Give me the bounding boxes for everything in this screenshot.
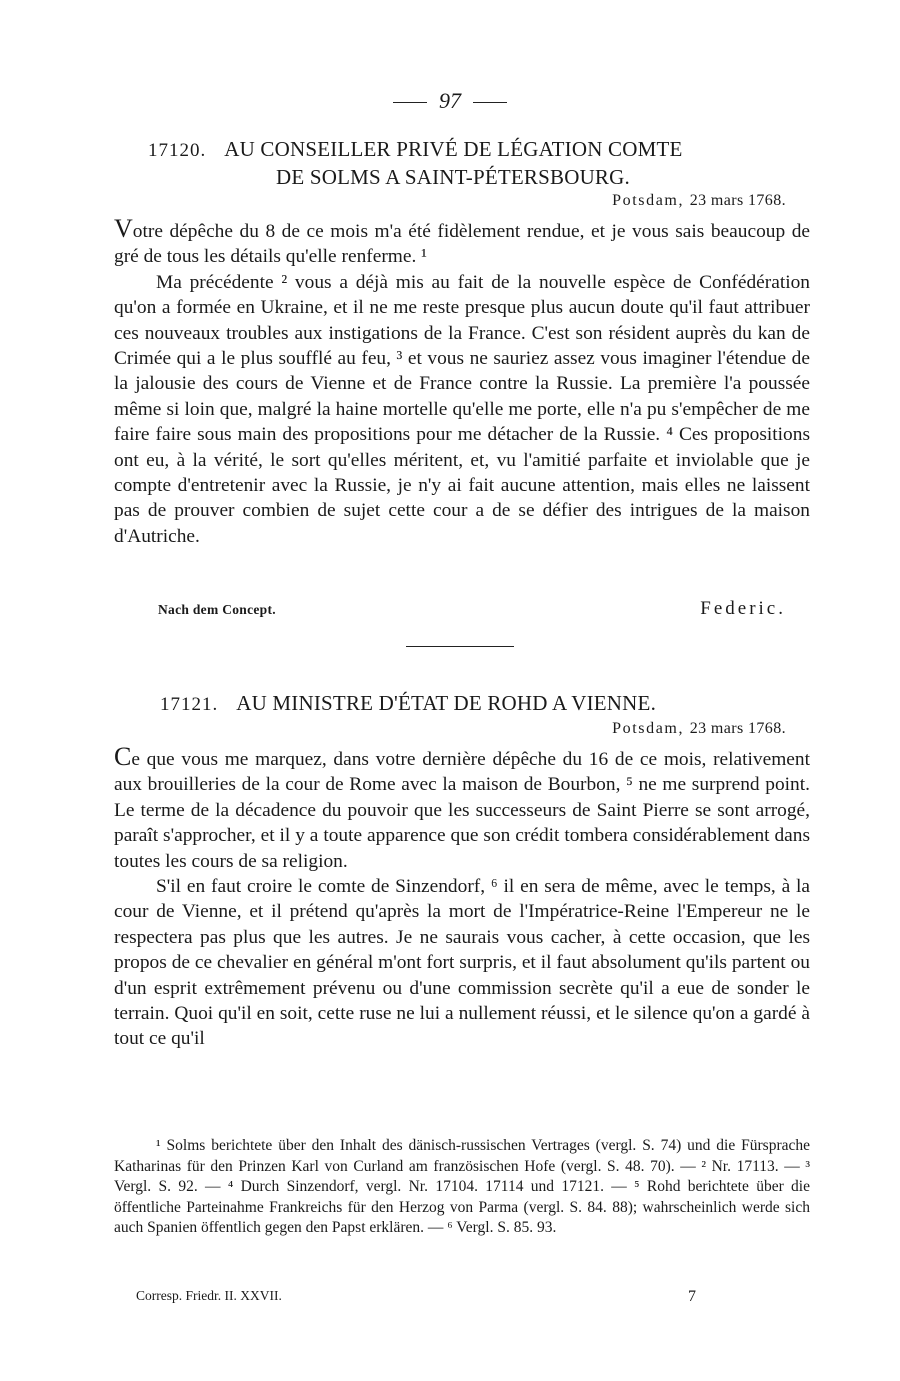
footnotes-text: ¹ Solms berichtete über den Inhalt des dänisch-russischen Vertrages (vergl. S. 74) und die Fürsprache Katharinas für den Prinzen Karl von Curland am französischen Hofe (vergl. S. 48. 70). — ² Nr. 17113. — ³ Vergl. S. 92. — ⁴ Durch Sinzendorf, vergl. Nr. 17104. 17114 und 17121. — ⁵ Rohd berichtete über die öffentliche Parteinahme Frankreichs für den Herzog von Parma (vergl. S. 84. 88); wahrscheinlich werde sich auch Spanien öffentlich gegen den Papst erklären. — ⁶ Vergl. S. 85. 93. bbox=[114, 1137, 810, 1237]
letter-2-title-text: AU MINISTRE D'ÉTAT DE ROHD A VIENNE. bbox=[236, 691, 657, 715]
letter-2-body bbox=[114, 744, 810, 1052]
letter-1-dateline bbox=[114, 192, 786, 210]
page-header bbox=[0, 88, 900, 114]
header-dash-left bbox=[393, 102, 427, 103]
letter-2-paragraph-2: S'il en faut croire le comte de Sinzendorf, ⁶ il en sera de même, avec le temps, à la cour de Vienne, et il prétend qu'après la mort de l'Impératrice-Reine l'Empereur ne le respectera pas plus que les autres. Je ne saurais vous cacher, à cette occasion, que les propos de ce chevalier en général m'ont fort surpris, et il faut absolument qu'ils partent ou d'un esprit extrêmement prévenu ou d'une commission secrète qu'il a eue de sonder le terrain. Quoi qu'il en soit, cette ruse ne lui a nullement réussi, et le silence qu'on a gardé à tout ce qu'il bbox=[114, 876, 810, 1050]
letter-1-number: 17120. bbox=[148, 140, 207, 161]
letter-2-date: 23 mars 1768. bbox=[689, 720, 786, 737]
letter-1-paragraph-2: Ma précédente ² vous a déjà mis au fait de la nouvelle espèce de Confédération qu'on a formée en Ukraine, et il ne me reste presque plus aucun doute qu'il faut attribuer ces nouveaux troubles aux instigations de la France. C'est son résident auprès du kan de Crimée qui a le plus soufflé au feu, ³ et vous ne sauriez assez vous imaginer l'étendue de la jalousie des cours de Vienne et de France contre la Russie. La première l'a poussée même si loin que, malgré la haine mortelle qu'elle me porte, elle n'a pu s'empêcher de me faire faire sous main des propositions pour me détacher de la Russie. ⁴ Ces propositions ont eu, à la vérité, le sort qu'elles méritent, et, vu l'amitié parfaite et inviolable que je compte d'entretenir avec la Russie, je n'y ai fait aucune attention, mais elles ne laissent pas de prouver combien de sujet cette cour a de se défier des intrigues de la maison d'Autriche. bbox=[114, 271, 810, 547]
letter-2-paragraph-1-text: e que vous me marquez, dans votre dernière dépêche du 16 de ce mois, relativement aux brouilleries de la cour de Rome avec la maison de Bourbon, ⁵ ne me surprend point. Le terme de la décadence du pouvoir que les successeurs de Saint Pierre se sont arrogé, paraît s'approcher, et il y a toute apparence que son crédit tombera considérablement dans toutes les cours de sa religion. bbox=[114, 749, 810, 872]
letter-2-dateline bbox=[114, 720, 786, 738]
footnotes bbox=[114, 1136, 810, 1239]
letter-separator-rule bbox=[406, 646, 514, 647]
letter-2-dropcap: C bbox=[114, 742, 132, 771]
letter-1-dropcap: V bbox=[114, 214, 133, 243]
letter-1-title-line1: AU CONSEILLER PRIVÉ DE LÉGATION COMTE bbox=[224, 137, 683, 161]
letter-2-number: 17121. bbox=[160, 694, 219, 715]
letter-1-title bbox=[148, 136, 788, 190]
letter-1-date: 23 mars 1768. bbox=[689, 192, 786, 209]
sheet-number: 7 bbox=[688, 1288, 696, 1305]
letter-1-place: Potsdam, bbox=[612, 192, 685, 209]
letter-1-paragraph-1 bbox=[114, 216, 810, 270]
letter-2-place: Potsdam, bbox=[612, 720, 685, 737]
letter-1-signoff bbox=[158, 598, 786, 620]
signature-mark: Corresp. Friedr. II. XXVII. bbox=[136, 1288, 282, 1303]
page-footer bbox=[136, 1288, 696, 1306]
letter-2-title bbox=[160, 690, 800, 718]
page-number: 97 bbox=[439, 88, 461, 113]
letter-1-body bbox=[114, 216, 810, 549]
letter-1-source-note: Nach dem Concept. bbox=[158, 602, 276, 617]
header-dash-right bbox=[473, 102, 507, 103]
letter-1-signature: Federic. bbox=[700, 598, 786, 619]
letter-2-paragraph-1 bbox=[114, 744, 810, 874]
letter-1-paragraph-1-text: otre dépêche du 8 de ce mois m'a été fidèlement rendue, et je vous sais beaucoup de gré de tous les détails qu'elle renferme. ¹ bbox=[114, 221, 810, 268]
letter-1-title-line2: DE SOLMS A SAINT-PÉTERSBOURG. bbox=[276, 165, 630, 189]
